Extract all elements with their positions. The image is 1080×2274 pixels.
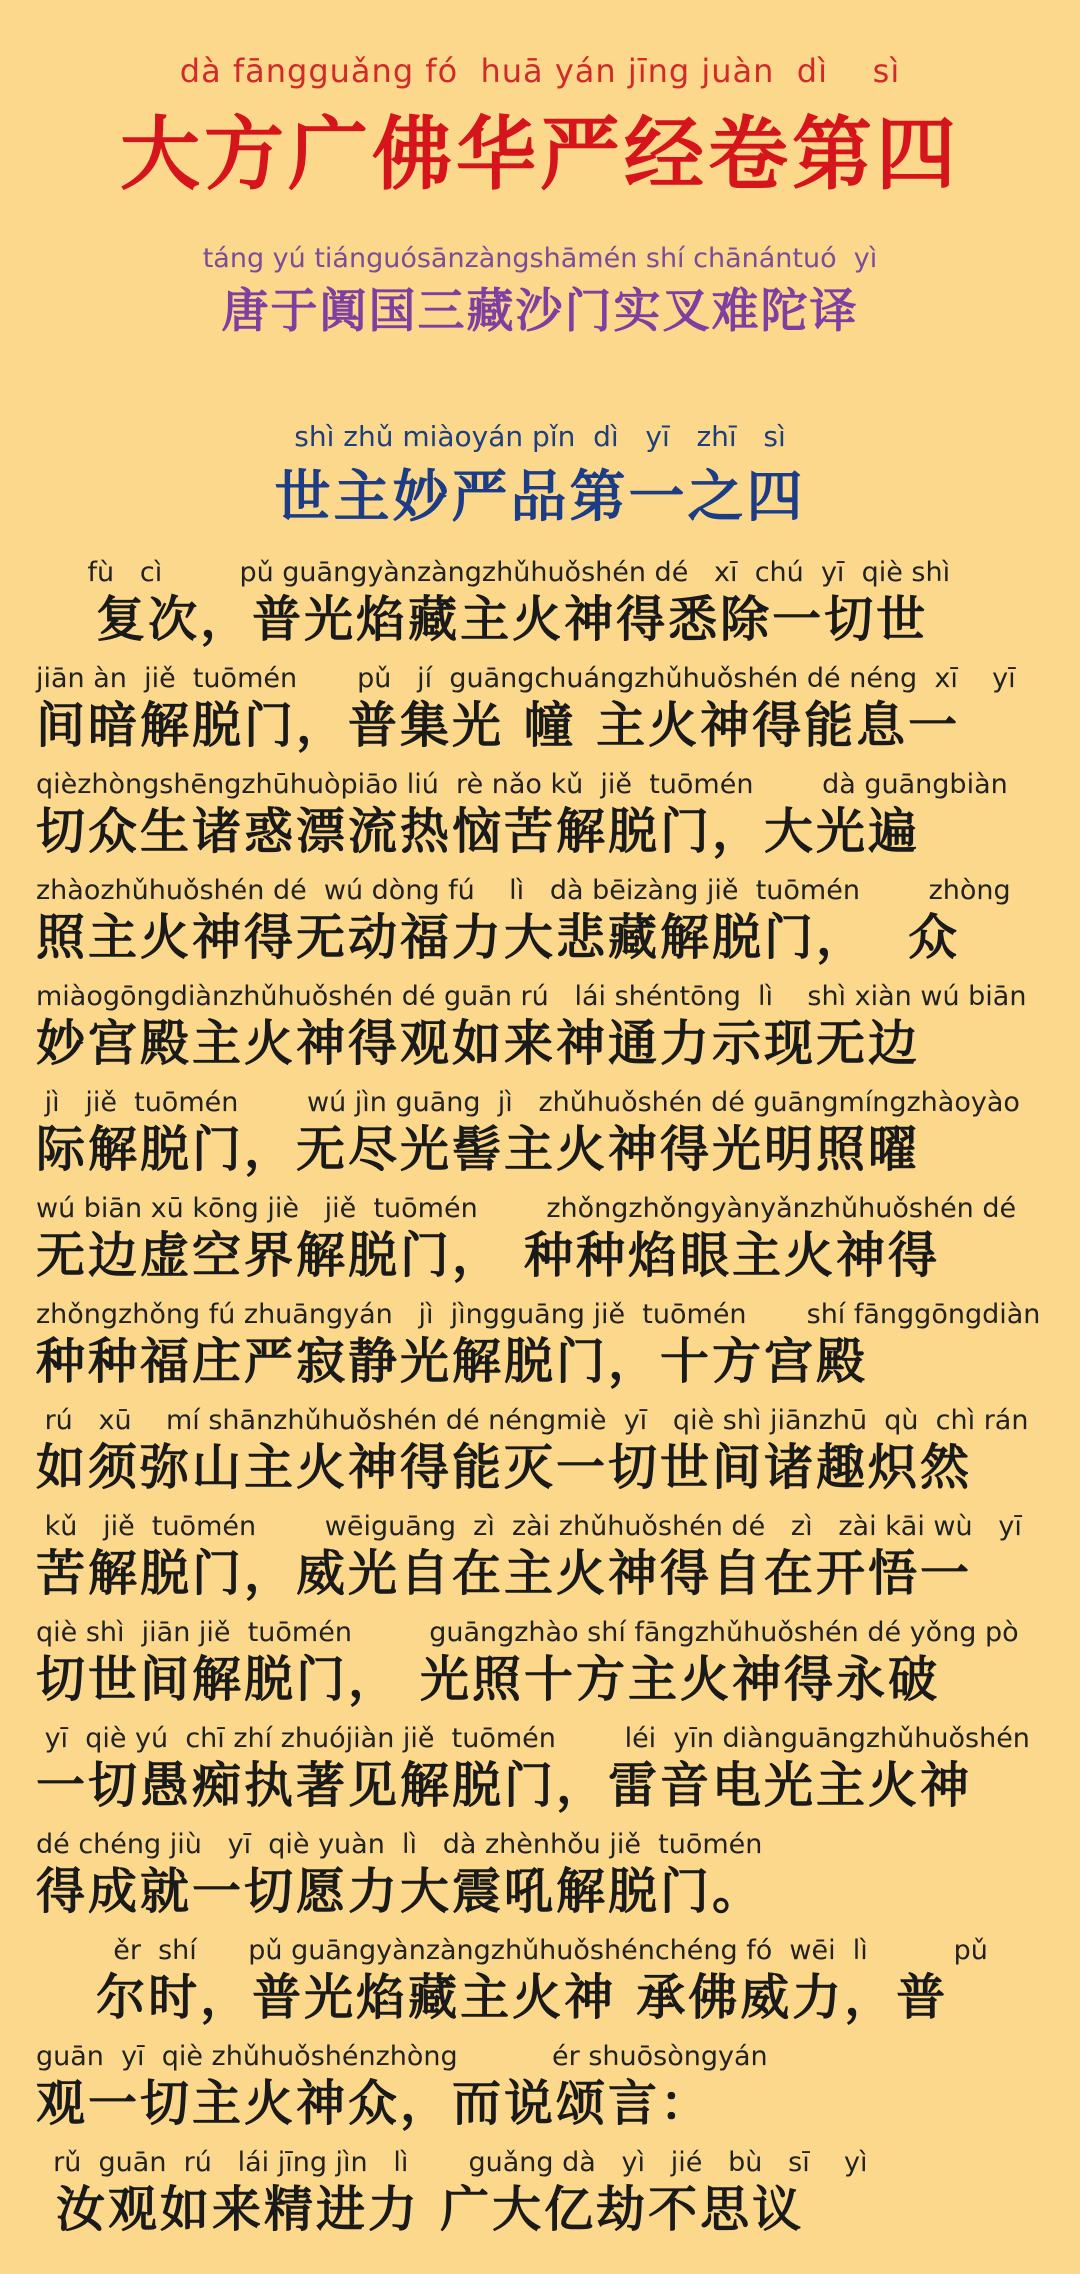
verse-line xyxy=(36,1828,1046,1922)
verse-line xyxy=(36,662,1046,756)
verse-line xyxy=(36,1510,1046,1604)
subtitle-pinyin: táng yú tiánguósānzàngshāmén shí chānántuó yì xyxy=(202,243,878,274)
line-pinyin: ěr shí pǔ guāngyànzàngzhǔhuǒshénchéng fó wēi lì pǔ xyxy=(36,1935,988,1966)
line-text: 妙宫殿主火神得观如来神通力示现无边 xyxy=(36,1015,921,1072)
title-pinyin: dà fāngguǎng fó huā yán jīng juàn dì sì xyxy=(179,52,901,90)
line-text: 如须弥山主火神得能灭一切世间诸趣炽然 xyxy=(36,1439,973,1496)
subtitle-block xyxy=(0,243,1080,341)
section-pinyin: shì zhǔ miàoyán pǐn dì yī zhī sì xyxy=(294,420,786,453)
line-pinyin: fù cì pǔ guāngyànzàngzhǔhuǒshén dé xī chú yī qiè shì xyxy=(36,557,951,588)
line-pinyin: yī qiè yú chī zhí zhuójiàn jiě tuōmén léi yīn diànguāngzhǔhuǒshén xyxy=(36,1723,1030,1754)
line-pinyin: guān yī qiè zhǔhuǒshénzhòng ér shuōsòngyán xyxy=(36,2041,768,2072)
verse-line xyxy=(36,1934,1046,2028)
line-pinyin: kǔ jiě tuōmén wēiguāng zì zài zhǔhuǒshén dé zì zài kāi wù yī xyxy=(36,1511,1022,1542)
line-text: 际解脱门，无尽光髻主火神得光明照曜 xyxy=(36,1121,921,1178)
line-pinyin: jì jiě tuōmén wú jìn guāng jì zhǔhuǒshén dé guāngmíngzhàoyào xyxy=(36,1087,1020,1118)
title-block xyxy=(0,52,1080,205)
line-pinyin: qièzhòngshēngzhūhuòpiāo liú rè nǎo kǔ jiě tuōmén dà guāngbiàn xyxy=(36,769,1008,800)
verse-line xyxy=(36,768,1046,862)
line-text: 一切愚痴执著见解脱门，雷音电光主火神 xyxy=(36,1757,973,1814)
line-text: 观一切主火神众，而说颂言： xyxy=(36,2075,713,2132)
line-pinyin: wú biān xū kōng jiè jiě tuōmén zhǒngzhǒngyànyǎnzhǔhuǒshén dé xyxy=(36,1193,1017,1224)
line-text: 种种福庄严寂静光解脱门，十方宫殿 xyxy=(36,1333,869,1390)
line-text: 苦解脱门，威光自在主火神得自在开悟一 xyxy=(36,1545,973,1602)
verse-line xyxy=(36,556,1046,650)
section-block xyxy=(0,420,1080,533)
line-pinyin: jiān àn jiě tuōmén pǔ jí guāngchuángzhǔhuǒshén dé néng xī yī xyxy=(36,663,1016,694)
verse-line xyxy=(36,1298,1046,1392)
section-title: 世主妙严品第一之四 xyxy=(274,464,806,530)
line-pinyin: qiè shì jiān jiě tuōmén guāngzhào shí fāngzhǔhuǒshén dé yǒng pò xyxy=(36,1617,1019,1648)
line-text: 切世间解脱门， 光照十方主火神得永破 xyxy=(36,1651,941,1708)
verse-line xyxy=(36,1404,1046,1498)
line-pinyin: rú xū mí shānzhǔhuǒshén dé néngmiè yī qiè shì jiānzhū qù chì rán xyxy=(36,1405,1029,1436)
verse-line xyxy=(36,2040,1046,2134)
verse-line xyxy=(36,1086,1046,1180)
verse-line xyxy=(36,980,1046,1074)
line-text: 得成就一切愿力大震吼解脱门。 xyxy=(36,1863,765,1920)
line-pinyin: zhǒngzhǒng fú zhuāngyán jì jìngguāng jiě tuōmén shí fānggōngdiàn xyxy=(36,1299,1041,1330)
line-text: 间暗解脱门，普集光 幢 主火神得能息一 xyxy=(36,697,961,754)
line-pinyin: zhàozhǔhuǒshén dé wú dòng fú lì dà bēizàng jiě tuōmén zhòng xyxy=(36,875,1011,906)
page-title: 大方广佛华严经卷第四 xyxy=(120,107,960,201)
line-text: 复次，普光焰藏主火神得悉除一切世 xyxy=(36,591,929,648)
subtitle: 唐于阗国三藏沙门实叉难陀译 xyxy=(221,284,859,339)
line-pinyin: rǔ guān rú lái jīng jìn lì guǎng dà yì jié bù sī yì xyxy=(36,2147,868,2178)
verse-line xyxy=(36,2146,1046,2240)
verse-line xyxy=(36,874,1046,968)
line-pinyin: dé chéng jiù yī qiè yuàn lì dà zhènhǒu jiě tuōmén xyxy=(36,1829,763,1860)
line-pinyin: miàogōngdiànzhǔhuǒshén dé guān rú lái shéntōng lì shì xiàn wú biān xyxy=(36,981,1027,1012)
line-text: 汝观如来精进力 广大亿劫不思议 xyxy=(36,2181,805,2238)
line-text: 无边虚空界解脱门， 种种焰眼主火神得 xyxy=(36,1227,941,1284)
verse-line xyxy=(36,1616,1046,1710)
line-text: 尔时，普光焰藏主火神 承佛威力，普 xyxy=(36,1969,949,2026)
verse-line xyxy=(36,1192,1046,1286)
line-text: 切众生诸惑漂流热恼苦解脱门，大光遍 xyxy=(36,803,921,860)
verse-line xyxy=(36,1722,1046,1816)
line-text: 照主火神得无动福力大悲藏解脱门， 众 xyxy=(36,909,961,966)
